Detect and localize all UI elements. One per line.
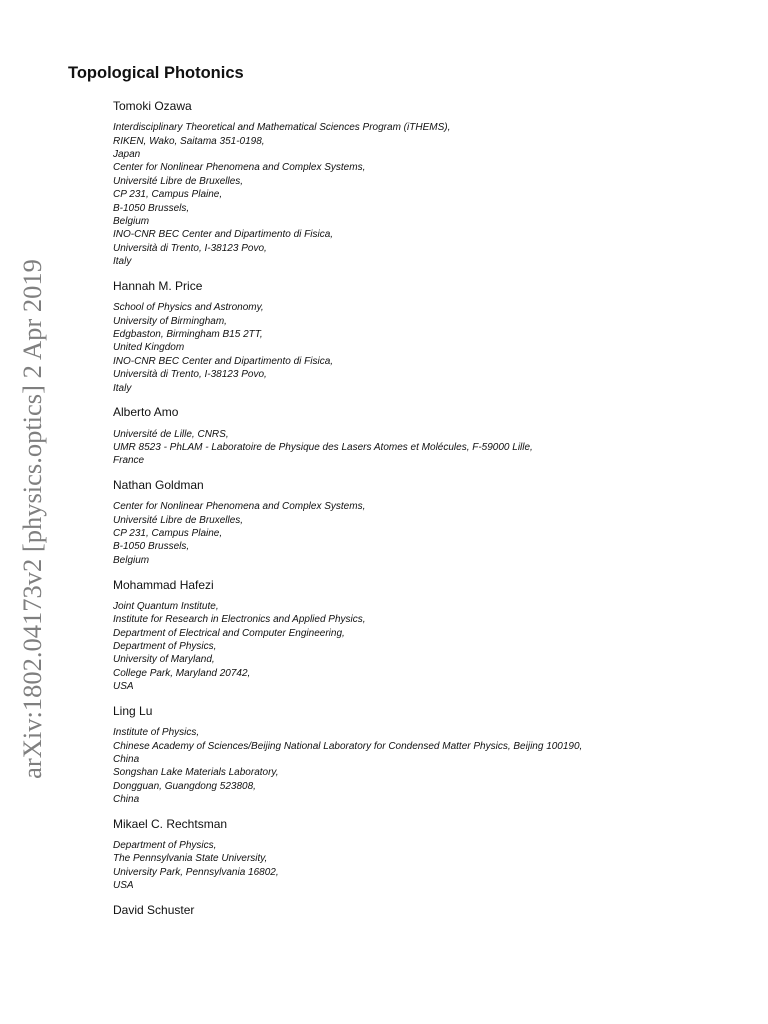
author-block: [113, 405, 753, 467]
author-affiliation: [113, 839, 753, 893]
affiliation-line: Dongguan, Guangdong 523808,: [113, 780, 256, 792]
author-affiliation: [113, 726, 753, 806]
author-block: [113, 817, 753, 893]
author-name: Mohammad Hafezi: [113, 577, 214, 592]
affiliation-line: Université Libre de Bruxelles,: [113, 175, 244, 187]
author-block: [113, 704, 753, 807]
affiliation-line: Department of Physics,: [113, 641, 217, 652]
affiliation-line: France: [113, 455, 145, 467]
affiliation-line: RIKEN, Wako, Saitama 351-0198,: [113, 135, 265, 147]
author-name: Alberto Amo: [113, 405, 179, 420]
affiliation-line: China: [113, 753, 140, 765]
affiliation-line: Università di Trento, I-38123 Povo,: [113, 369, 267, 381]
affiliation-line: China: [113, 794, 140, 806]
affiliation-line: USA: [113, 880, 134, 892]
affiliation-line: B-1050 Brussels,: [113, 541, 190, 553]
affiliation-line: B-1050 Brussels,: [113, 202, 190, 214]
affiliation-line: Songshan Lake Materials Laboratory,: [113, 767, 279, 779]
affiliation-line: Italy: [113, 256, 132, 268]
affiliation-line: Belgium: [113, 554, 150, 566]
arxiv-identifier-stamp: arXiv:1802.04173v2 [physics.optics] 2 Apr 2019: [17, 259, 47, 779]
affiliation-line: University Park, Pennsylvania 16802,: [113, 866, 279, 878]
affiliation-line: UMR 8523 - PhLAM - Laboratoire de Physique des Lasers Atomes et Molécules, F-59000 Lille,: [113, 441, 533, 453]
author-block: [113, 279, 753, 395]
affiliation-line: Japan: [113, 149, 141, 161]
author-name: David Schuster: [113, 902, 195, 917]
paper-title: Topological Photonics: [68, 64, 244, 82]
affiliation-line: Italy: [113, 382, 132, 394]
affiliation-line: Université Libre de Bruxelles,: [113, 514, 244, 526]
affiliation-line: Université de Lille, CNRS,: [113, 428, 229, 440]
affiliation-line: Center for Nonlinear Phenomena and Complex Systems,: [113, 162, 366, 174]
affiliation-line: Joint Quantum Institute,: [113, 600, 219, 612]
affiliation-line: United Kingdom: [113, 342, 185, 354]
affiliation-line: Università di Trento, I-38123 Povo,: [113, 242, 267, 254]
author-name: Mikael C. Rechtsman: [113, 816, 228, 831]
affiliation-line: Edgbaston, Birmingham B15 2TT,: [113, 328, 263, 340]
affiliation-line: The Pennsylvania State University,: [113, 853, 268, 865]
author-name: Tomoki Ozawa: [113, 99, 192, 113]
author-block: [113, 578, 753, 694]
affiliation-line: Department of Physics,: [113, 840, 217, 852]
author-affiliation: [113, 428, 753, 468]
affiliation-line: University of Maryland,: [113, 654, 215, 666]
author-affiliation: [113, 500, 753, 567]
affiliation-line: INO-CNR BEC Center and Dipartimento di Fisica,: [113, 355, 334, 367]
author-block: [113, 903, 753, 917]
affiliation-line: USA: [113, 681, 134, 693]
author-name: Hannah M. Price: [113, 278, 203, 293]
affiliation-line: Interdisciplinary Theoretical and Mathematical Sciences Program (iTHEMS),: [113, 122, 451, 134]
affiliation-line: Center for Nonlinear Phenomena and Complex Systems,: [113, 501, 366, 513]
affiliation-line: Department of Electrical and Computer Engineering,: [113, 627, 345, 639]
author-block: [113, 478, 753, 567]
author-list: [113, 99, 753, 917]
author-affiliation: [113, 301, 753, 395]
author-name: Nathan Goldman: [113, 477, 204, 492]
affiliation-line: College Park, Maryland 20742,: [113, 667, 251, 679]
author-affiliation: [113, 600, 753, 694]
affiliation-line: CP 231, Campus Plaine,: [113, 189, 223, 201]
affiliation-line: Chinese Academy of Sciences/Beijing National Laboratory for Condensed Matter Physics, Beijing 100190,: [113, 740, 583, 752]
affiliation-line: University of Birmingham,: [113, 315, 227, 327]
affiliation-line: CP 231, Campus Plaine,: [113, 528, 223, 540]
affiliation-line: Belgium: [113, 216, 150, 228]
affiliation-line: School of Physics and Astronomy,: [113, 302, 264, 314]
author-name: Ling Lu: [113, 703, 153, 718]
author-affiliation: [113, 121, 753, 268]
author-block: [113, 99, 753, 269]
affiliation-line: INO-CNR BEC Center and Dipartimento di Fisica,: [113, 229, 334, 241]
affiliation-line: Institute of Physics,: [113, 727, 200, 739]
affiliation-line: Institute for Research in Electronics and Applied Physics,: [113, 614, 366, 626]
